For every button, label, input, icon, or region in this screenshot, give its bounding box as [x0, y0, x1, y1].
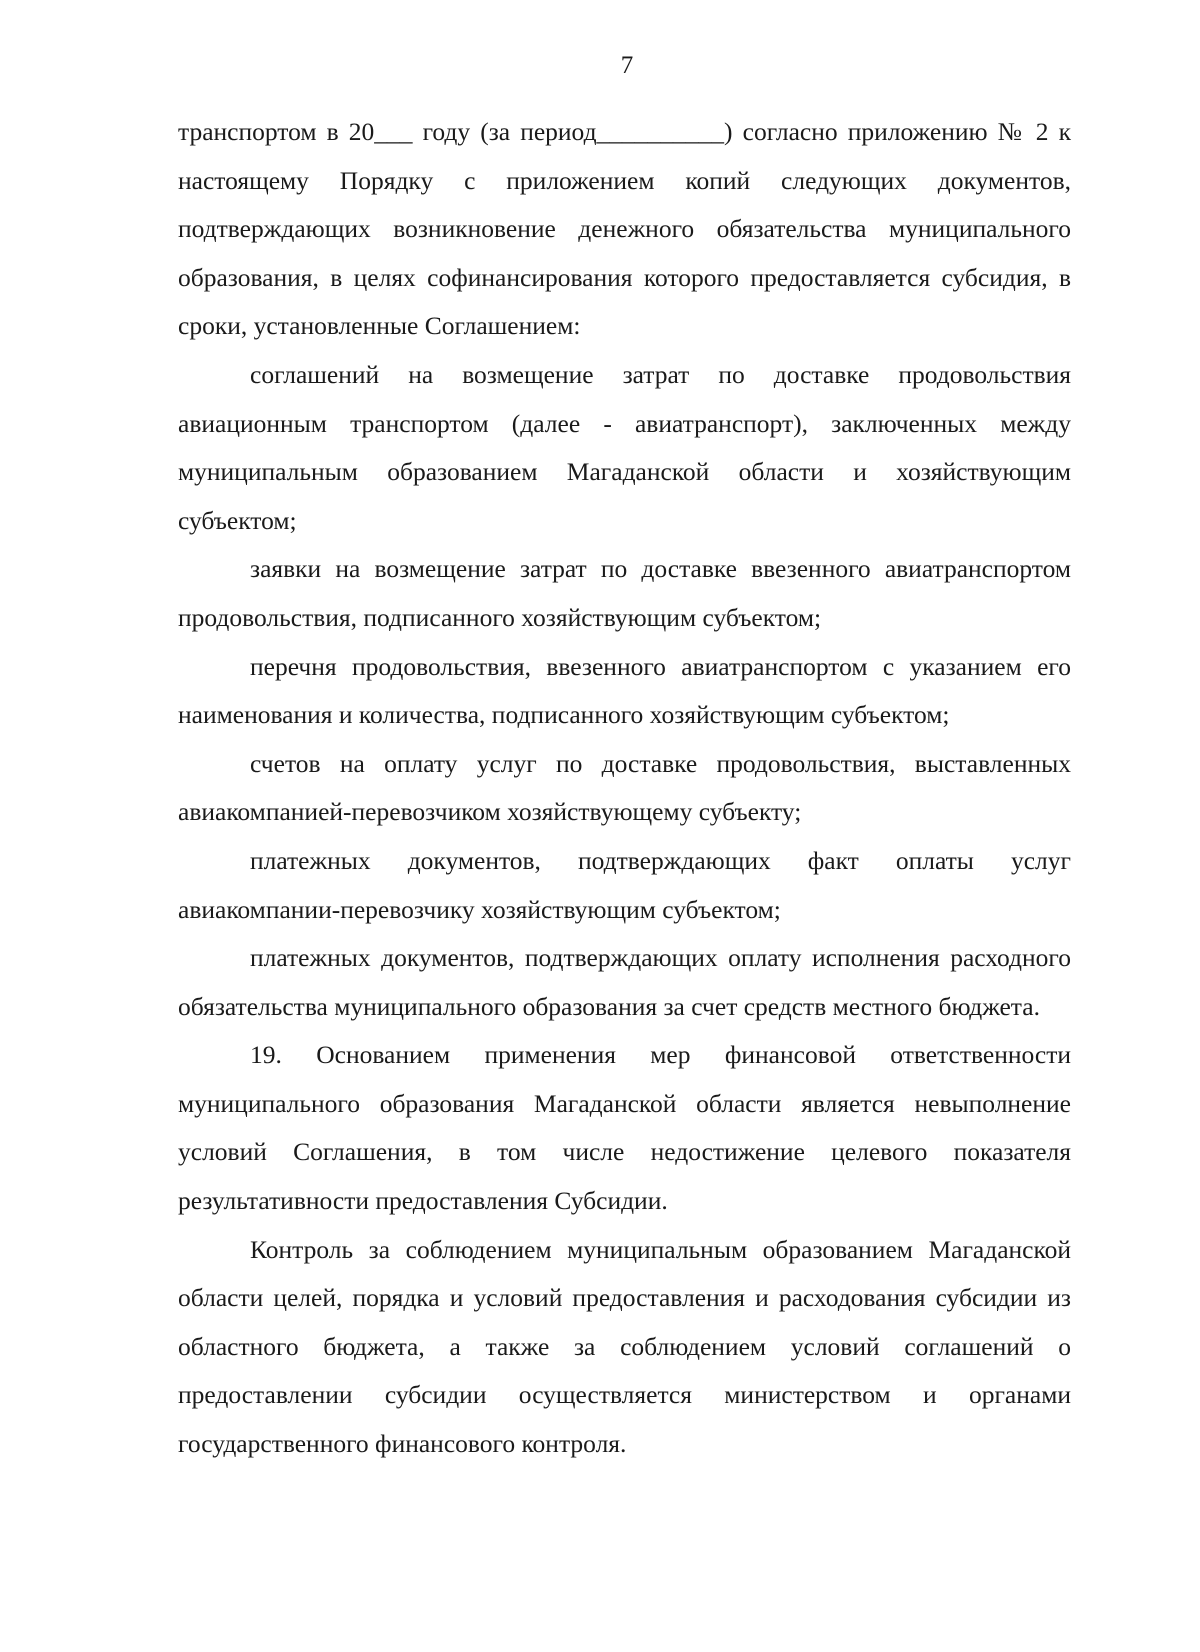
- paragraph-budget-payment-docs: платежных документов, подтверждающих оплату исполнения расходного обязательства муниципального образования за счет средств местного бюджета.: [178, 943, 1071, 1021]
- paragraph-payment-docs: платежных документов, подтверждающих факт оплаты услуг авиакомпании-перевозчику хозяйствующим субъектом;: [178, 845, 1071, 924]
- page-number: 7: [620, 52, 634, 79]
- paragraph-control: Контроль за соблюдением муниципальным образованием Магаданской области целей, порядка и условий предоставления и расходования субсидии из областного бюджета, а также за соблюдением условий соглашений о предоставлении субсидии осуществляется министерством и органами государственного финансового контроля.: [178, 1234, 1071, 1459]
- paragraph-agreements: соглашений на возмещение затрат по доставке продовольствия авиационным транспортом (далее - авиатранспорт), заключенных между муниципальным образованием Магаданской области и хозяйствующим субъектом;: [178, 359, 1071, 535]
- paragraph-section-19: 19. Основанием применения мер финансовой ответственности муниципального образования Магаданской области является невыполнение условий Соглашения, в том числе недостижение целевого показателя результативности предоставления Субсидии.: [178, 1040, 1071, 1216]
- paragraph-food-list: перечня продовольствия, ввезенного авиатранспортом с указанием его наименования и количества, подписанного хозяйствующим субъектом;: [178, 651, 1071, 730]
- paragraph-continuation: транспортом в 20___ году (за период__________) согласно приложению № 2 к настоящему Порядку с приложением копий следующих документов, подтверждающих возникновение денежного обязательства муниципального образования, в целях софинансирования которого предоставляется субсидия, в сроки, установленные Соглашением:: [178, 117, 1071, 341]
- paragraph-application: заявки на возмещение затрат по доставке ввезенного авиатранспортом продовольствия, подписанного хозяйствующим субъектом;: [178, 554, 1071, 632]
- document-body: [178, 108, 1071, 1469]
- paragraph-invoices: счетов на оплату услуг по доставке продовольствия, выставленных авиакомпанией-перевозчиком хозяйствующему субъекту;: [178, 748, 1071, 827]
